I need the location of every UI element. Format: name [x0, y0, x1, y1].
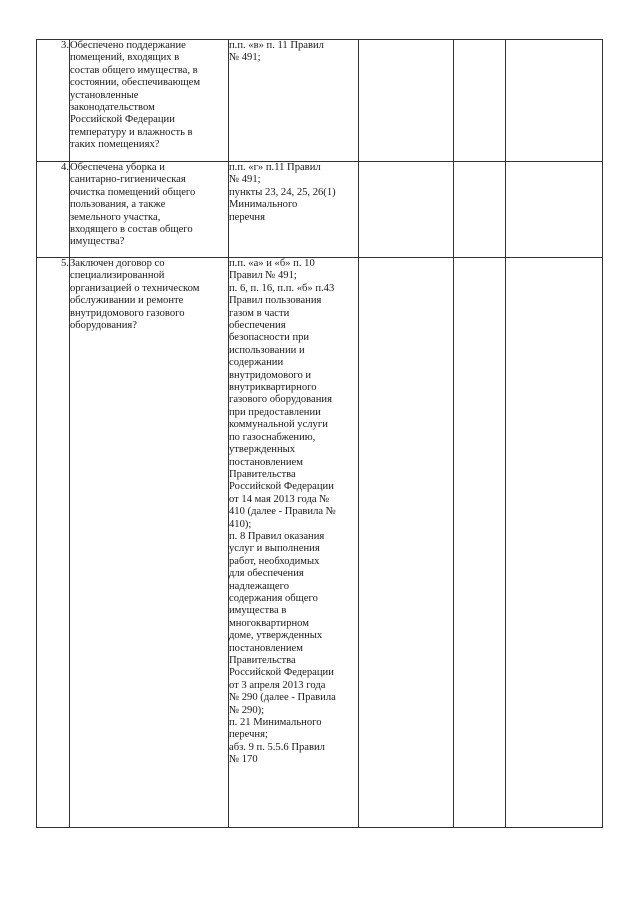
- legal-reference-cell: п.п. «г» п.11 Правил № 491; пункты 23, 24, 25, 26(1) Минимального перечня: [229, 162, 359, 258]
- table-row: [37, 162, 603, 258]
- row-number: 5.: [37, 258, 70, 828]
- question-cell: Заключен договор со специализированной организацией о техническом обслуживании и ремонте внутридомового газового оборудования?: [70, 258, 229, 828]
- table-row: [37, 258, 603, 828]
- question-cell: Обеспечена уборка и санитарно-гигиеническая очистка помещений общего пользования, а также земельного участка, входящего в состав общего имущества?: [70, 162, 229, 258]
- question-cell: Обеспечено поддержание помещений, входящих в состав общего имущества, в состоянии, обеспечивающем установленные законодательством Российской Федерации температуру и влажность в таких помещениях?: [70, 40, 229, 162]
- row-number: 3.: [37, 40, 70, 162]
- answer-yes-cell: [359, 40, 454, 162]
- answer-yes-cell: [359, 258, 454, 828]
- answer-not-applicable-cell: [506, 40, 603, 162]
- answer-no-cell: [454, 258, 506, 828]
- answer-not-applicable-cell: [506, 258, 603, 828]
- answer-no-cell: [454, 162, 506, 258]
- answer-yes-cell: [359, 162, 454, 258]
- legal-reference-cell: п.п. «а» и «б» п. 10 Правил № 491; п. 6, п. 16, п.п. «б» п.43 Правил пользования газом в части обеспечения безопасности при использовании и содержании внутридомового и внутриквартирного газового оборудования при предоставлении коммунальной услуги по газоснабжению, утвержденных постановлением Правительства Российской Федерации от 14 мая 2013 года № 410 (далее - Правила № 410); п. 8 Правил оказания услуг и выполнения работ, необходимых для обеспечения надлежащего содержания общего имущества в многоквартирном доме, утвержденных постановлением Правительства Российской Федерации от 3 апреля 2013 года № 290 (далее - Правила № 290); п. 21 Минимального перечня; абз. 9 п. 5.5.6 Правил № 170: [229, 258, 359, 828]
- legal-reference-cell: п.п. «в» п. 11 Правил № 491;: [229, 40, 359, 162]
- row-number: 4.: [37, 162, 70, 258]
- answer-no-cell: [454, 40, 506, 162]
- checklist-table: [36, 39, 603, 828]
- answer-not-applicable-cell: [506, 162, 603, 258]
- table-row: [37, 40, 603, 162]
